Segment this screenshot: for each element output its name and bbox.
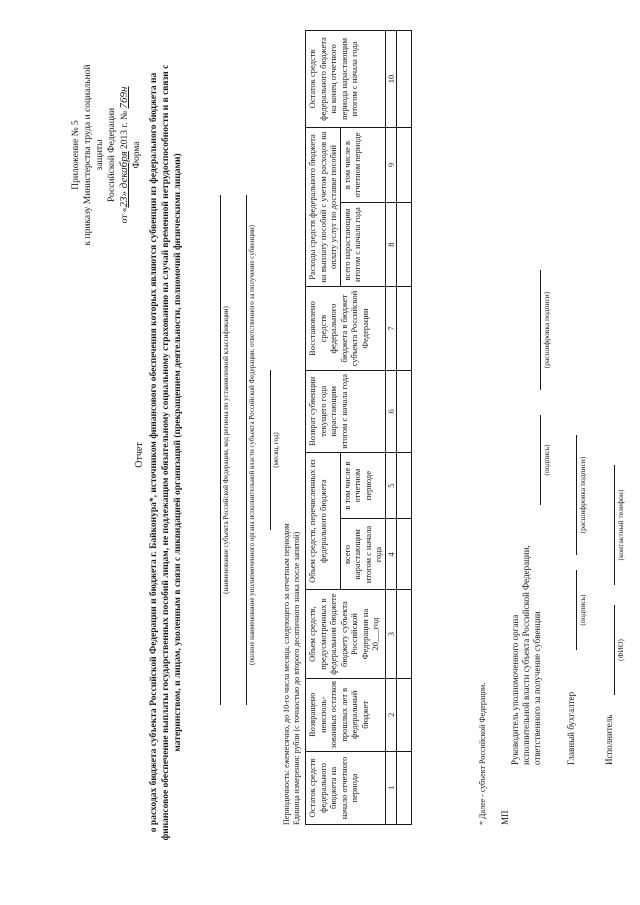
table-cell[interactable] — [396, 590, 411, 678]
stamp-place-label: МП — [500, 810, 510, 825]
column-number: 8 — [385, 203, 396, 287]
table-cell[interactable] — [396, 519, 411, 590]
report-heading: Отчет — [134, 442, 145, 468]
header-cell: Возвращено неисполь-зованных остатков прошлых лет в федеральный бюджет — [306, 678, 386, 751]
chief-signature-caption: (подпись) — [578, 594, 587, 626]
region-caption: (наименование субъекта Российской Федерации, код региона по установленной классификации) — [222, 306, 230, 594]
executor-name-caption: (ФИО) — [616, 639, 625, 661]
executor-phone-line — [614, 465, 615, 585]
table-header-row-1 — [306, 31, 341, 825]
head-signature-label-1: Руководитель уполномоченного органа — [510, 614, 520, 765]
header-cell: Остаток средств федерального бюджета на конец отчетного периода нарастающим итогом с начала года — [306, 31, 386, 128]
footnote: * Далее - субъект Российской Федерации. — [478, 682, 487, 825]
report-table — [305, 30, 412, 825]
head-signature-label-2: исполнительной власти субъекта Российской Федерации, — [521, 545, 531, 765]
column-number: 5 — [385, 452, 396, 519]
header-subcell: в том числе в отчетном периоде — [340, 452, 385, 519]
table-cell[interactable] — [396, 31, 411, 128]
header-subcell: всего нарастающим итогом с начала года — [340, 519, 385, 590]
column-number: 2 — [385, 678, 396, 751]
head-signature-line — [540, 415, 541, 505]
column-number: 6 — [385, 371, 396, 453]
column-number: 3 — [385, 590, 396, 678]
chief-decoding-line — [576, 435, 577, 555]
table-cell[interactable] — [396, 371, 411, 453]
appendix-date-line — [118, 55, 131, 255]
chief-accountant-label: Главный бухгалтер — [566, 691, 576, 765]
head-signature-caption: (подпись) — [542, 444, 551, 476]
appendix-order-ref: к приказу Министерства труда и социальной защиты — [83, 64, 105, 246]
header-cell: Возврат субвенции текущего года нарастающим итогом с начала года — [306, 371, 386, 453]
table-cell[interactable] — [396, 127, 411, 202]
executor-label: Исполнитель — [604, 714, 614, 765]
authority-line — [220, 195, 221, 705]
period-line — [270, 370, 271, 530]
header-subcell: всего нарастающим итогом с начала года — [340, 203, 385, 287]
table-cell[interactable] — [396, 452, 411, 519]
date-year: 2013 г. № — [120, 110, 130, 149]
appendix-ministry: Российской Федерации — [107, 107, 117, 203]
date-prefix: от « — [120, 207, 130, 224]
column-number: 10 — [385, 31, 396, 128]
column-number: 1 — [385, 751, 396, 824]
date-day-month: 23» декабря — [118, 151, 130, 208]
period-caption: (месяц, год) — [272, 432, 280, 468]
table-cell[interactable] — [396, 751, 411, 824]
head-signature-label-3: ответственного за получение субвенции — [532, 611, 542, 765]
form-label: Форма — [132, 141, 142, 169]
header-cell: Объем средств, предусмотренных в федеральном бюджете бюджету субъекта Российской Федерации на 20___год — [306, 590, 386, 678]
column-number: 4 — [385, 519, 396, 590]
column-number: 9 — [385, 127, 396, 202]
order-number: 769н — [118, 86, 130, 109]
head-decoding-caption: (расшифровка подписи) — [542, 291, 551, 369]
region-line — [246, 195, 247, 705]
executor-phone-caption: (контактный телефон) — [616, 489, 625, 561]
header-group-cell: Расходы средств федерального бюджета на выплату пособий с учетом расходов на оплату услуг по доставке пособий — [306, 127, 341, 286]
units-text: Единица измерения: рубли (с точностью до второго десятичного знака после запятой) — [292, 531, 301, 825]
chief-decoding-caption: (расшифровка подписи) — [578, 456, 587, 534]
appendix-number: Приложение № 5 — [71, 120, 81, 190]
column-number: 7 — [385, 287, 396, 371]
periodicity-text: Периодичность: ежемесячно, до 10-го числа месяца, следующего за отчетным периодом — [282, 523, 291, 825]
header-cell: Восстановлено средств федерального бюджета в бюджет субъекта Российской Федерации — [306, 287, 386, 371]
table-cell[interactable] — [396, 287, 411, 371]
column-number-row — [385, 31, 396, 825]
table-cell[interactable] — [396, 203, 411, 287]
chief-signature-line — [576, 570, 577, 650]
head-decoding-line — [540, 270, 541, 390]
header-group-cell: Объем средств, перечисленных из федерального бюджета — [306, 452, 341, 590]
header-subcell: в том числе в отчетном периоде — [340, 127, 385, 202]
authority-caption: (полное наименование уполномоченного органа исполнительной власти субъекта Российской Федерации, ответственного за получение субвенции) — [248, 225, 256, 665]
header-cell: Остаток средств федерального бюджета на начало отчетного периода — [306, 751, 386, 824]
table-cell[interactable] — [396, 678, 411, 751]
table-data-row — [396, 31, 411, 825]
report-title: о расходах бюджета субъекта Российской Федерации и бюджета г. Байконура*, источником финансового обеспечения которых являются субвенции из федерального бюджета на финансовое обеспечение выплаты государственных пособий лицам, не подлежащим обязательному социальному страхованию на случай временной нетрудоспособности и в связи с материнством, и лицам, уволенным в связи с ликвидацией организаций (прекращением деятельности, полномочий физическими лицами) — [149, 64, 183, 841]
executor-name-line — [614, 605, 615, 695]
